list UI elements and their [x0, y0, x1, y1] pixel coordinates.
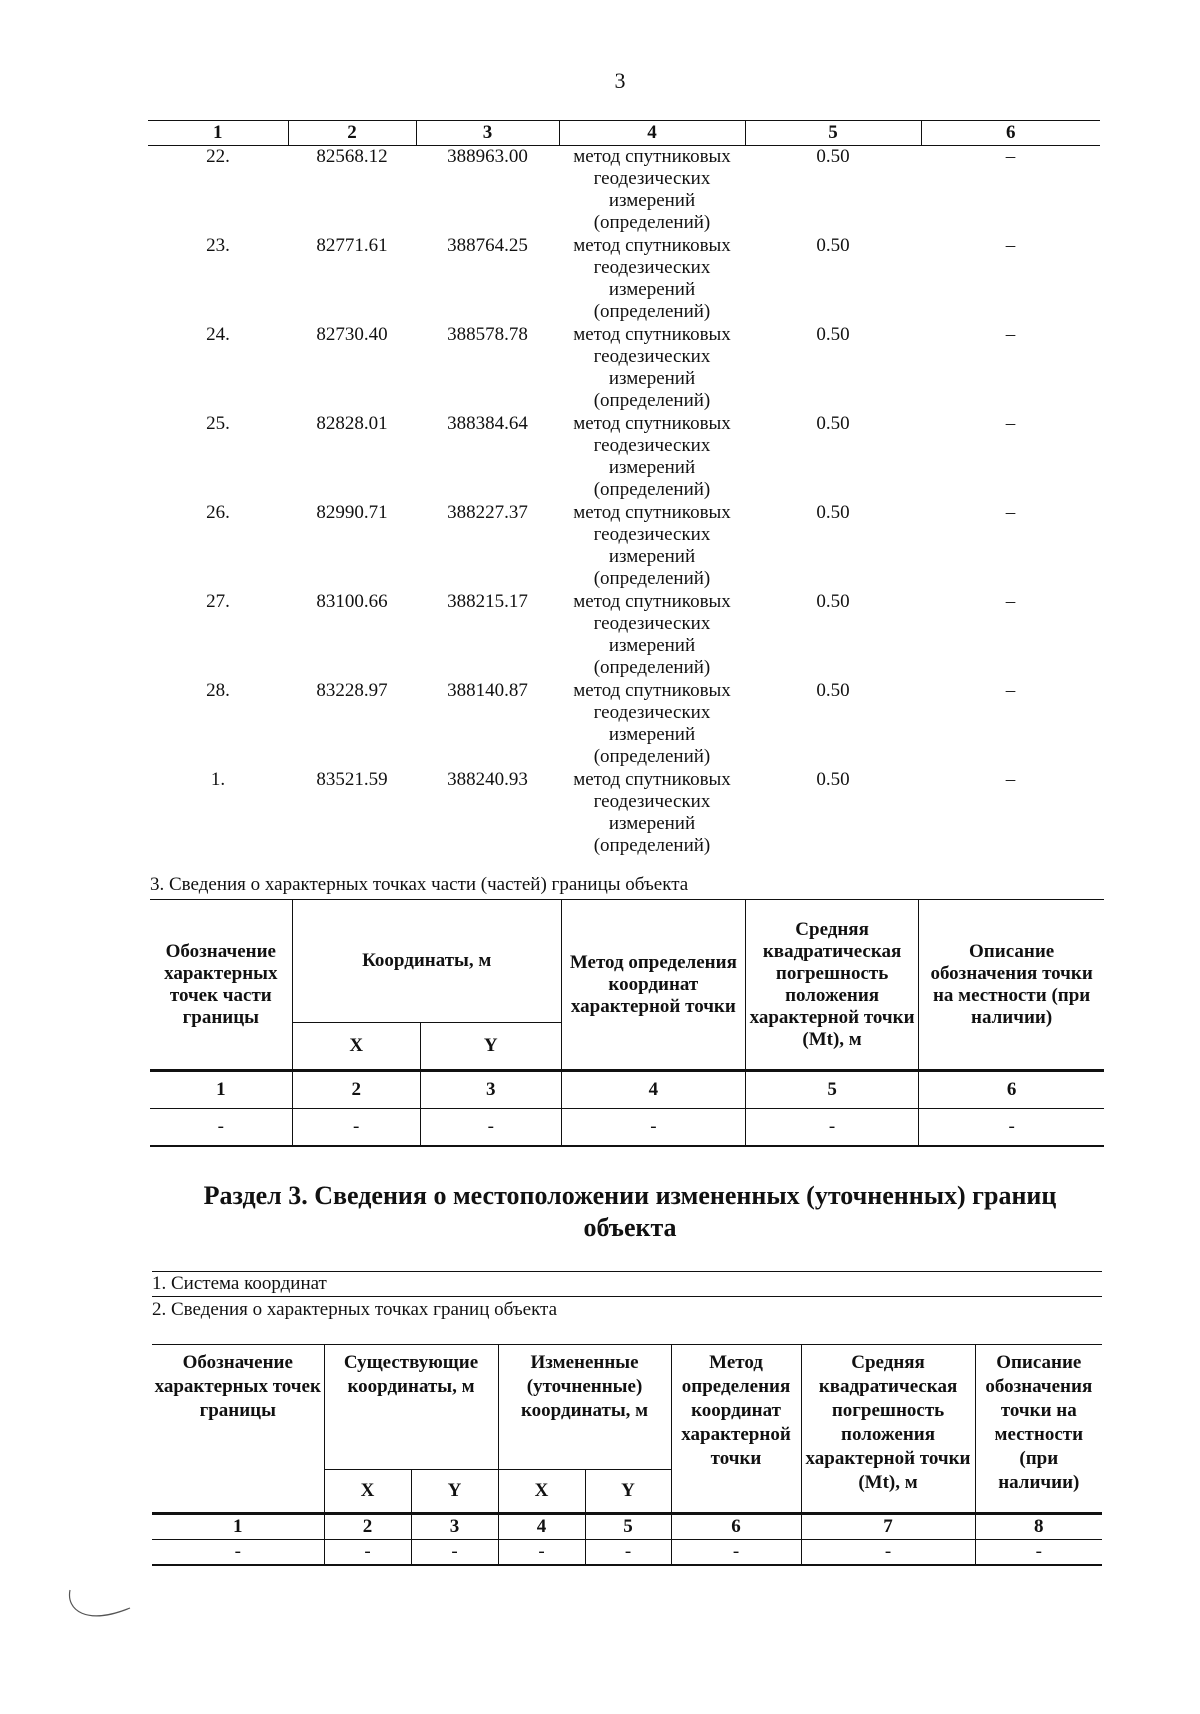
- y-coordinate-cell: 388215.17: [447, 590, 528, 612]
- t2-header-mt: Средняя квадратическая погрешность положения характерной точки (Mt), м: [745, 900, 918, 1071]
- t2-empty-cell: -: [561, 1109, 745, 1147]
- table-row: [148, 235, 1100, 324]
- mt-cell: 0.50: [816, 234, 850, 256]
- method-line: измерений: [608, 723, 696, 745]
- table-row: [148, 413, 1100, 502]
- y-coordinate-cell: 388240.93: [447, 768, 528, 790]
- method-line: геодезических: [593, 701, 711, 723]
- table-row: [148, 324, 1100, 413]
- description-cell: –: [1005, 323, 1016, 345]
- method-cell: [559, 502, 745, 591]
- t2-empty-cell: -: [292, 1109, 420, 1147]
- mt-cell: 0.50: [816, 323, 850, 345]
- t2-empty-cell: -: [919, 1109, 1104, 1147]
- point-number-cell: 22.: [206, 146, 230, 167]
- t3-index-row: [152, 1514, 1102, 1540]
- t3-header-existing-x: X: [324, 1470, 411, 1514]
- t3-empty-cell: -: [585, 1540, 671, 1566]
- t3-header-method: Метод определения координат характерной точки: [671, 1345, 801, 1514]
- t2-index-cell: 1: [150, 1071, 292, 1109]
- t3-header-description: Описание обозначения точки на местности (при наличии): [975, 1345, 1102, 1514]
- t3-empty-cell: -: [975, 1540, 1102, 1566]
- coordinates-table-continuation: [148, 120, 1100, 861]
- method-line: измерений: [608, 367, 696, 389]
- description-cell: –: [1005, 234, 1016, 256]
- t3-empty-cell: -: [801, 1540, 975, 1566]
- t3-index-cell: 5: [585, 1514, 671, 1540]
- point-number-cell: 28.: [206, 679, 230, 701]
- method-cell: [559, 680, 745, 769]
- y-coordinate-cell: 388963.00: [447, 146, 528, 167]
- point-number-cell: 25.: [206, 412, 230, 434]
- method-line: (определений): [593, 834, 711, 856]
- method-cell: [559, 235, 745, 324]
- method-line: геодезических: [593, 434, 711, 456]
- t2-header-coords: Координаты, м: [292, 900, 561, 1023]
- t3-index-cell: 6: [671, 1514, 801, 1540]
- t2-index-cell: 2: [292, 1071, 420, 1109]
- description-cell: –: [1005, 679, 1016, 701]
- t3-empty-cell: -: [498, 1540, 585, 1566]
- description-cell: –: [1005, 590, 1016, 612]
- x-coordinate-cell: 83228.97: [316, 679, 388, 701]
- table1-header-cell: 5: [745, 121, 921, 146]
- method-line: (определений): [593, 212, 711, 233]
- t2-header-x: X: [292, 1023, 420, 1071]
- description-cell: –: [1005, 412, 1016, 434]
- y-coordinate-cell: 388227.37: [447, 501, 528, 523]
- method-line: (определений): [593, 478, 711, 500]
- t2-index-cell: 4: [561, 1071, 745, 1109]
- section-3-title: Раздел 3. Сведения о местоположении измененных (уточненных) границ объекта: [203, 1181, 1057, 1242]
- table-row: [148, 502, 1100, 591]
- method-line: геодезических: [593, 168, 711, 189]
- page-number: 3: [614, 68, 626, 93]
- method-line: метод спутниковых: [573, 590, 731, 612]
- t3-index-cell: 1: [152, 1514, 324, 1540]
- method-line: (определений): [593, 567, 711, 589]
- method-line: метод спутниковых: [573, 412, 731, 434]
- method-line: измерений: [608, 812, 696, 834]
- table1-header-row: [148, 121, 1100, 146]
- x-coordinate-cell: 83521.59: [316, 768, 388, 790]
- x-coordinate-cell: 82771.61: [316, 234, 388, 256]
- mt-cell: 0.50: [816, 146, 850, 167]
- changed-boundary-points-table: [152, 1344, 1102, 1566]
- t2-empty-cell: -: [420, 1109, 561, 1147]
- table1-body: [148, 146, 1100, 861]
- table-row: [148, 680, 1100, 769]
- t2-empty-row: [150, 1109, 1104, 1147]
- method-line: метод спутниковых: [573, 234, 731, 256]
- method-line: (определений): [593, 389, 711, 411]
- method-line: метод спутниковых: [573, 323, 731, 345]
- mt-cell: 0.50: [816, 412, 850, 434]
- table1-header-cell: 2: [288, 121, 416, 146]
- t3-header-mt: Средняя квадратическая погрешность положения характерной точки (Mt), м: [801, 1345, 975, 1514]
- method-cell: [559, 591, 745, 680]
- x-coordinate-cell: 83100.66: [316, 590, 388, 612]
- part-boundary-caption: 3. Сведения о характерных точках части (частей) границы объекта: [150, 874, 689, 895]
- y-coordinate-cell: 388578.78: [447, 323, 528, 345]
- t3-header-changed-coords: Измененные (уточненные) координаты, м: [498, 1345, 671, 1470]
- method-line: метод спутниковых: [573, 501, 731, 523]
- method-line: геодезических: [593, 523, 711, 545]
- method-line: (определений): [593, 656, 711, 678]
- coordinate-system-line: 1. Система координат: [152, 1271, 1102, 1297]
- boundary-points-caption: 2. Сведения о характерных точках границ объекта: [152, 1299, 558, 1320]
- method-cell: [559, 146, 745, 235]
- table-row: [148, 146, 1100, 235]
- method-line: геодезических: [593, 345, 711, 367]
- pen-stroke-mark: [66, 1588, 136, 1628]
- method-line: метод спутниковых: [573, 768, 731, 790]
- method-line: измерений: [608, 190, 696, 211]
- y-coordinate-cell: 388140.87: [447, 679, 528, 701]
- t2-header-y: Y: [420, 1023, 561, 1071]
- x-coordinate-cell: 82828.01: [316, 412, 388, 434]
- t2-index-cell: 6: [919, 1071, 1104, 1109]
- x-coordinate-cell: 82568.12: [316, 146, 388, 167]
- t3-header-existing-y: Y: [411, 1470, 498, 1514]
- point-number-cell: 23.: [206, 234, 230, 256]
- point-number-cell: 24.: [206, 323, 230, 345]
- method-line: геодезических: [593, 790, 711, 812]
- x-coordinate-cell: 82990.71: [316, 501, 388, 523]
- t2-index-row: [150, 1071, 1104, 1109]
- t2-empty-cell: -: [745, 1109, 918, 1147]
- t2-index-cell: 5: [745, 1071, 918, 1109]
- t3-empty-cell: -: [411, 1540, 498, 1566]
- table-row: [148, 591, 1100, 680]
- y-coordinate-cell: 388764.25: [447, 234, 528, 256]
- t3-empty-cell: -: [324, 1540, 411, 1566]
- t3-index-cell: 7: [801, 1514, 975, 1540]
- mt-cell: 0.50: [816, 768, 850, 790]
- table1-header-cell: 4: [559, 121, 745, 146]
- method-line: метод спутниковых: [573, 146, 731, 167]
- method-line: метод спутниковых: [573, 679, 731, 701]
- t3-index-cell: 8: [975, 1514, 1102, 1540]
- method-line: измерений: [608, 634, 696, 656]
- method-line: измерений: [608, 278, 696, 300]
- point-number-cell: 1.: [210, 768, 226, 790]
- mt-cell: 0.50: [816, 501, 850, 523]
- method-line: измерений: [608, 545, 696, 567]
- y-coordinate-cell: 388384.64: [447, 412, 528, 434]
- t2-empty-cell: -: [150, 1109, 292, 1147]
- t3-header-changed-y: Y: [585, 1470, 671, 1514]
- description-cell: –: [1005, 501, 1016, 523]
- t3-empty-cell: -: [671, 1540, 801, 1566]
- table1-header-cell: 3: [416, 121, 559, 146]
- method-line: (определений): [593, 745, 711, 767]
- method-line: (определений): [593, 300, 711, 322]
- t3-header-designation: Обозначение характерных точек границы: [152, 1345, 324, 1514]
- t3-empty-row: [152, 1540, 1102, 1566]
- t3-index-cell: 2: [324, 1514, 411, 1540]
- x-coordinate-cell: 82730.40: [316, 323, 388, 345]
- t3-header-changed-x: X: [498, 1470, 585, 1514]
- part-boundary-points-table: [150, 899, 1104, 1147]
- t2-index-cell: 3: [420, 1071, 561, 1109]
- t3-index-cell: 3: [411, 1514, 498, 1540]
- method-line: геодезических: [593, 256, 711, 278]
- point-number-cell: 26.: [206, 501, 230, 523]
- method-cell: [559, 324, 745, 413]
- description-cell: –: [1005, 768, 1016, 790]
- t2-header-method: Метод определения координат характерной точки: [561, 900, 745, 1071]
- method-cell: [559, 413, 745, 502]
- method-cell: [559, 769, 745, 861]
- t3-header-existing-coords: Существующие координаты, м: [324, 1345, 498, 1470]
- table1-header-cell: 6: [921, 121, 1100, 146]
- point-number-cell: 27.: [206, 590, 230, 612]
- t3-index-cell: 4: [498, 1514, 585, 1540]
- description-cell: –: [1005, 146, 1016, 167]
- method-line: измерений: [608, 456, 696, 478]
- method-line: геодезических: [593, 612, 711, 634]
- table1-header-cell: 1: [148, 121, 288, 146]
- t2-header-designation: Обозначение характерных точек части границы: [150, 900, 292, 1071]
- t2-header-description: Описание обозначения точки на местности (при наличии): [919, 900, 1104, 1071]
- table-row: [148, 769, 1100, 861]
- mt-cell: 0.50: [816, 590, 850, 612]
- mt-cell: 0.50: [816, 679, 850, 701]
- t3-empty-cell: -: [152, 1540, 324, 1566]
